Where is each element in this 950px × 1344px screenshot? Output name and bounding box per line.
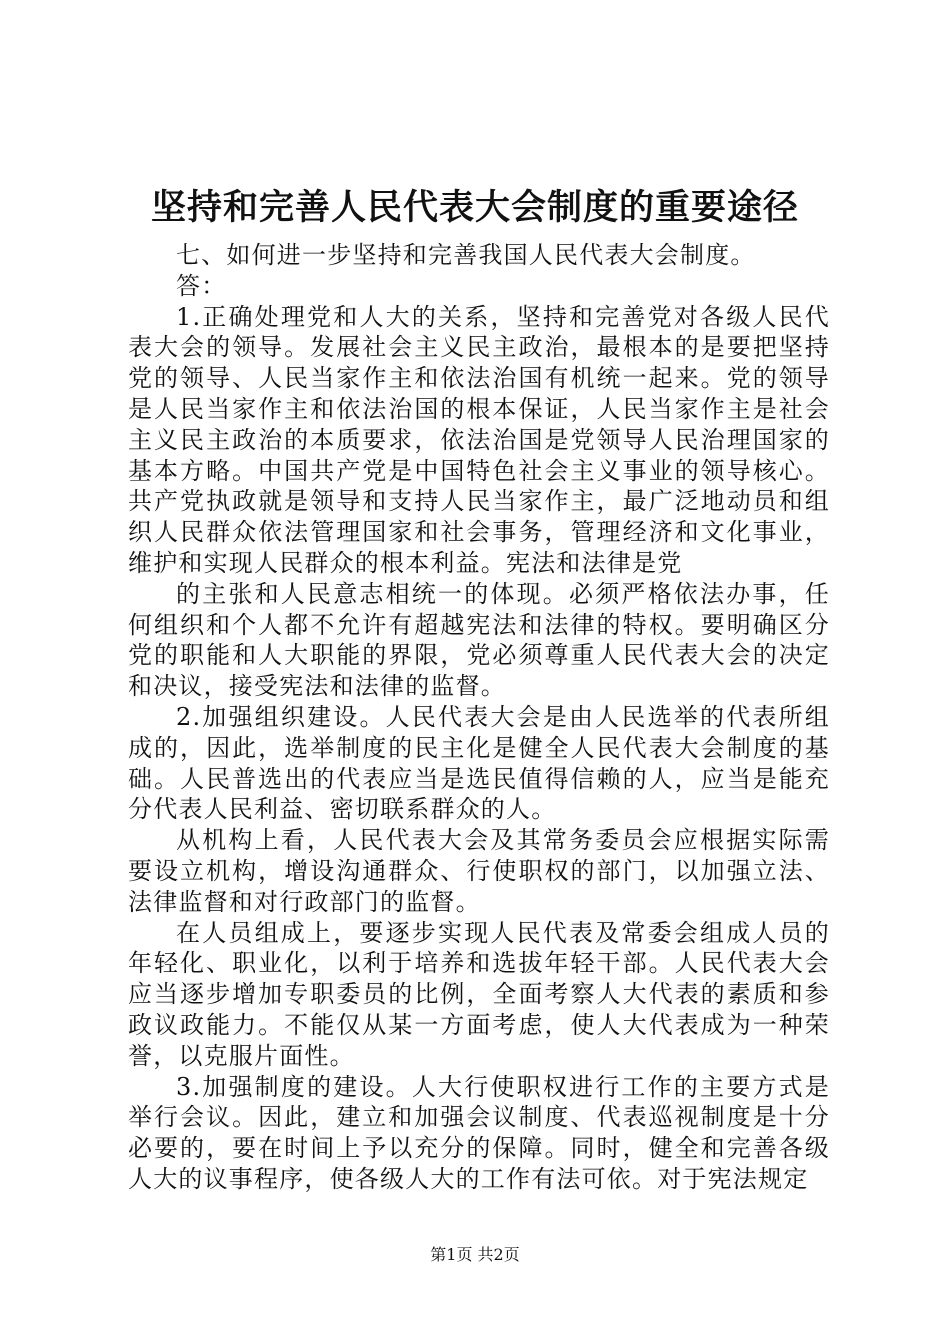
paragraph-point-1-continued: 的主张和人民意志相统一的体现。必须严格依法办事，任何组织和个人都不允许有超越宪法和法律的特权。要明确区分党的职能和人大职能的界限，党必须尊重人民代表大会的决定和决议，接受宪法和法律的监督。 <box>128 579 830 701</box>
paragraph-point-3: 3.加强制度的建设。人大行使职权进行工作的主要方式是举行会议。因此，建立和加强会议制度、代表巡视制度是十分必要的，要在时间上予以充分的保障。同时，健全和完善各级人大的议事程序，使各级人大的工作有法可依。对于宪法规定 <box>128 1072 830 1193</box>
page-number-footer: 第1页 共2页 <box>430 1245 520 1264</box>
answer-label: 答： <box>176 271 227 300</box>
question-heading: 七、如何进一步坚持和完善我国人民代表大会制度。 <box>176 241 756 269</box>
document-title: 坚持和完善人民代表大会制度的重要途径 <box>150 187 799 228</box>
paragraph-institutions: 从机构上看，人民代表大会及其常务委员会应根据实际需要设立机构，增设沟通群众、行使职权的部门，以加强立法、法律监督和对行政部门的监督。 <box>128 826 830 916</box>
paragraph-point-1: 1.正确处理党和人大的关系，坚持和完善党对各级人民代表大会的领导。发展社会主义民主政治，最根本的是要把坚持党的领导、人民当家作主和依法治国有机统一起来。党的领导是人民当家作主和依法治国的根本保证，人民当家作主是社会主义民主政治的本质要求，依法治国是党领导人民治理国家的基本方略。中国共产党是中国特色社会主义事业的领导核心。共产党执政就是领导和支持人民当家作主，最广泛地动员和组织人民群众依法管理国家和社会事务，管理经济和文化事业，维护和实现人民群众的根本利益。宪法和法律是党 <box>128 302 830 577</box>
paragraph-personnel: 在人员组成上，要逐步实现人民代表及常委会组成人员的年轻化、职业化，以利于培养和选拔年轻干部。人民代表大会应当逐步增加专职委员的比例，全面考察人大代表的素质和参政议政能力。不能仅从某一方面考虑，使人大代表成为一种荣誉，以克服片面性。 <box>128 918 830 1070</box>
document-body <box>128 240 830 1195</box>
paragraph-point-2: 2.加强组织建设。人民代表大会是由人民选举的代表所组成的，因此，选举制度的民主化是健全人民代表大会制度的基础。人民普选出的代表应当是选民值得信赖的人，应当是能充分代表人民利益、密切联系群众的人。 <box>128 702 830 824</box>
